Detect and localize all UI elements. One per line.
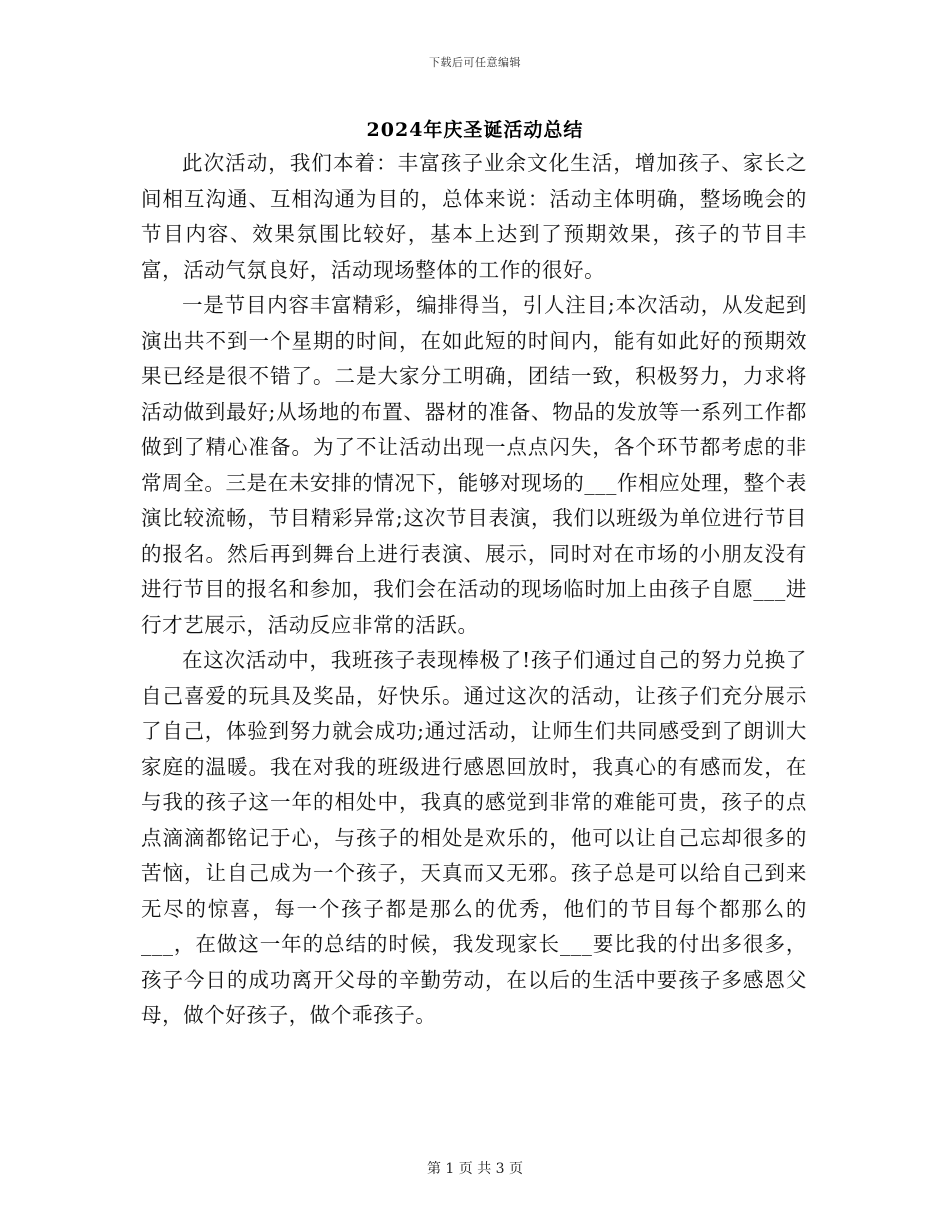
paragraph-2: 一是节目内容丰富精彩，编排得当，引人注目;本次活动，从发起到演出共不到一个星期的时间，在如此短的时间内，能有如此好的预期效果已经是很不错了。二是大家分工明确，团结一致，积极努力，力求将活动做到最好;从场地的布置、器材的准备、物品的发放等一系列工作都做到了精心准备。为了不让活动出现一点点闪失，各个环节都考虑的非常周全。三是在未安排的情况下，能够对现场的___作相应处理，整个表演比较流畅，节目精彩异常;这次节目表演，我们以班级为单位进行节目的报名。然后再到舞台上进行表演、展示，同时对在市场的小朋友没有进行节目的报名和参加，我们会在活动的现场临时加上由孩子自愿___进行才艺展示，活动反应非常的活跃。 [141,293,807,637]
paragraph-1: 此次活动，我们本着：丰富孩子业余文化生活，增加孩子、家长之间相互沟通、互相沟通为目的，总体来说：活动主体明确，整场晚会的节目内容、效果氛围比较好，基本上达到了预期效果，孩子的节目丰富，活动气氛良好，活动现场整体的工作的很好。 [141,151,807,282]
document-title: 2024年庆圣诞活动总结 [366,119,584,141]
paragraph-3: 在这次活动中，我班孩子表现棒极了!孩子们通过自己的努力兑换了自己喜爱的玩具及奖品，好快乐。通过这次的活动，让孩子们充分展示了自己，体验到努力就会成功;通过活动，让师生们共同感受到了朗训大家庭的温暖。我在对我的班级进行感恩回放时，我真心的有感而发，在与我的孩子这一年的相处中，我真的感觉到非常的难能可贵，孩子的点点滴滴都铭记于心，与孩子的相处是欢乐的，他可以让自己忘却很多的苦恼，让自己成为一个孩子，天真而又无邪。孩子总是可以给自己到来无尽的惊喜，每一个孩子都是那么的优秀，他们的节目每个都那么的___，在做这一年的总结的时候，我发现家长___要比我的付出多很多，孩子今日的成功离开父母的辛勤劳动，在以后的生活中要孩子多感恩父母，做个好孩子，做个乖孩子。 [141,648,807,1027]
header-note: 下载后可任意编辑 [429,56,521,69]
page-number: 第 1 页 共 3 页 [426,1161,524,1177]
document-body [141,146,807,1034]
